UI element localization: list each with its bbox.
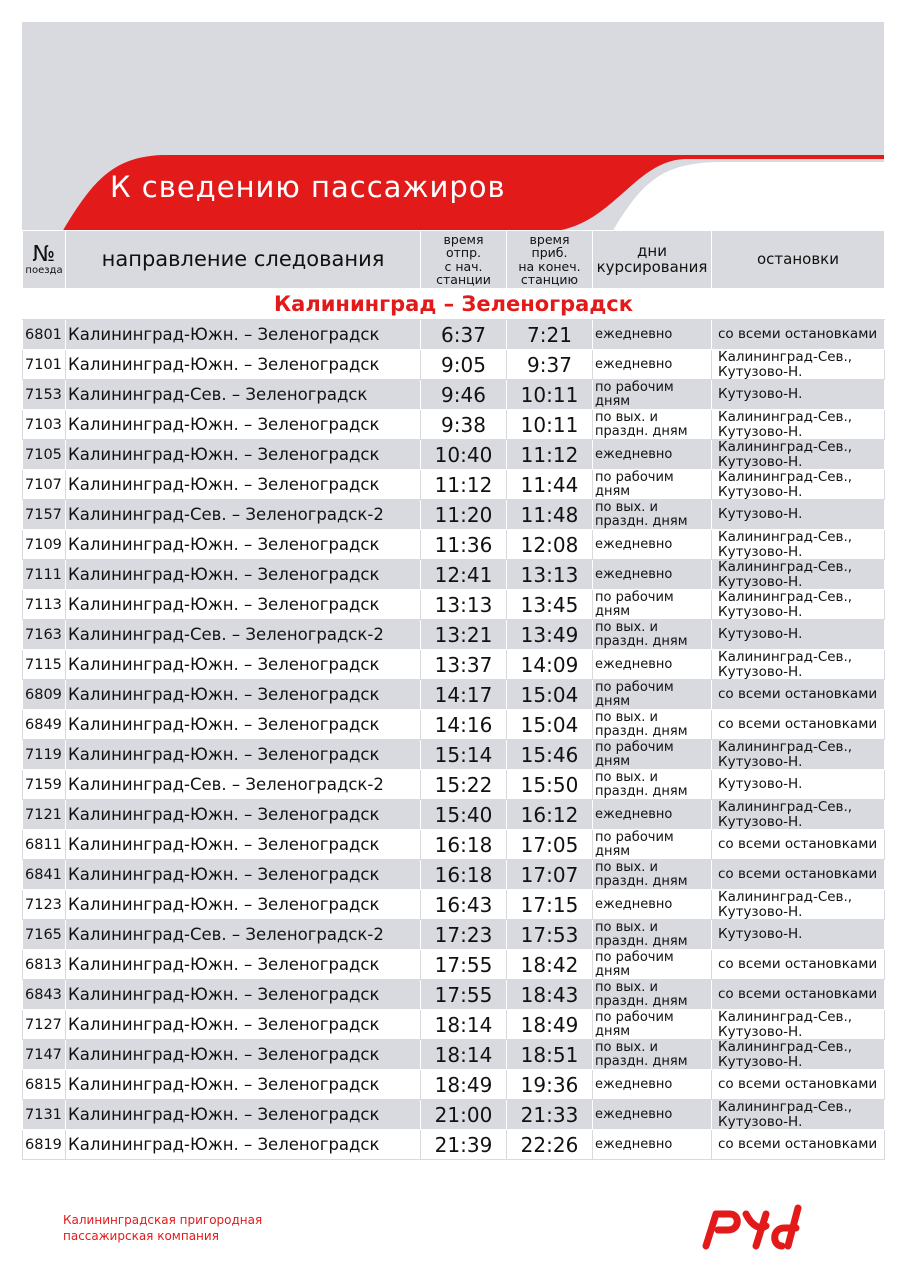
days: по рабочим дням [593, 380, 712, 410]
departure-time: 11:36 [421, 530, 507, 560]
table-row [23, 770, 885, 800]
departure-time: 13:37 [421, 650, 507, 680]
train-number: 6819 [23, 1130, 66, 1160]
departure-time: 13:13 [421, 590, 507, 620]
train-number: 7153 [23, 380, 66, 410]
stops: со всеми остановками [712, 980, 885, 1010]
table-row [23, 950, 885, 980]
stops: Калининград-Сев., Кутузово-Н. [712, 410, 885, 440]
route: Калининград-Южн. – Зеленоградск [66, 950, 421, 980]
stops: Кутузово-Н. [712, 380, 885, 410]
route: Калининград-Южн. – Зеленоградск [66, 1040, 421, 1070]
route: Калининград-Южн. – Зеленоградск [66, 470, 421, 500]
route: Калининград-Сев. – Зеленоградск [66, 380, 421, 410]
route: Калининград-Сев. – Зеленоградск-2 [66, 770, 421, 800]
stops: Кутузово-Н. [712, 620, 885, 650]
train-number: 7103 [23, 410, 66, 440]
route: Калининград-Южн. – Зеленоградск [66, 560, 421, 590]
days: по рабочим дням [593, 830, 712, 860]
train-number: 7157 [23, 500, 66, 530]
train-number: 7111 [23, 560, 66, 590]
table-row [23, 860, 885, 890]
train-number: 7121 [23, 800, 66, 830]
stops: Калининград-Сев., Кутузово-Н. [712, 1100, 885, 1130]
rzd-logo-icon [700, 1204, 810, 1250]
table-row [23, 980, 885, 1010]
arrival-time: 18:43 [507, 980, 593, 1010]
departure-time: 15:14 [421, 740, 507, 770]
train-number: 7147 [23, 1040, 66, 1070]
route: Калининград-Южн. – Зеленоградск [66, 1070, 421, 1100]
departure-time: 16:43 [421, 890, 507, 920]
arrival-time: 17:05 [507, 830, 593, 860]
arrival-time: 11:44 [507, 470, 593, 500]
route: Калининград-Сев. – Зеленоградск-2 [66, 500, 421, 530]
departure-time: 21:00 [421, 1100, 507, 1130]
stops: со всеми остановками [712, 950, 885, 980]
departure-time: 18:14 [421, 1010, 507, 1040]
arrival-time: 13:49 [507, 620, 593, 650]
table-row [23, 410, 885, 440]
departure-time: 18:49 [421, 1070, 507, 1100]
arrival-time: 17:07 [507, 860, 593, 890]
arrival-time: 17:15 [507, 890, 593, 920]
route: Калининград-Южн. – Зеленоградск [66, 320, 421, 350]
col-days-line: дни [637, 241, 667, 260]
arrival-time: 9:37 [507, 350, 593, 380]
route: Калининград-Южн. – Зеленоградск [66, 800, 421, 830]
table-header [23, 231, 885, 289]
stops: Калининград-Сев., Кутузово-Н. [712, 740, 885, 770]
departure-time: 14:16 [421, 710, 507, 740]
table-row [23, 1130, 885, 1160]
route: Калининград-Южн. – Зеленоградск [66, 830, 421, 860]
departure-time: 9:05 [421, 350, 507, 380]
train-number: 7159 [23, 770, 66, 800]
days: по рабочим дням [593, 1010, 712, 1040]
table-row [23, 350, 885, 380]
col-train-number-sub: поезда [25, 264, 63, 276]
route: Калининград-Южн. – Зеленоградск [66, 590, 421, 620]
departure-time: 16:18 [421, 830, 507, 860]
section-row [23, 289, 885, 320]
arrival-time: 17:53 [507, 920, 593, 950]
departure-time: 11:20 [421, 500, 507, 530]
route: Калининград-Южн. – Зеленоградск [66, 890, 421, 920]
train-number: 6801 [23, 320, 66, 350]
days: ежедневно [593, 1070, 712, 1100]
stops: со всеми остановками [712, 320, 885, 350]
departure-time: 6:37 [421, 320, 507, 350]
train-number: 6811 [23, 830, 66, 860]
train-number: 7113 [23, 590, 66, 620]
col-direction: направление следования [66, 231, 421, 289]
table-row [23, 740, 885, 770]
col-train-number [23, 231, 66, 289]
arrival-time: 7:21 [507, 320, 593, 350]
route: Калининград-Южн. – Зеленоградск [66, 530, 421, 560]
days: по вых. и праздн. дням [593, 620, 712, 650]
arrival-time: 11:48 [507, 500, 593, 530]
table-row [23, 890, 885, 920]
days: по рабочим дням [593, 470, 712, 500]
arrival-time: 14:09 [507, 650, 593, 680]
departure-time: 12:41 [421, 560, 507, 590]
train-number: 6849 [23, 710, 66, 740]
col-arrival-line: время [529, 232, 570, 248]
col-train-number-label: № [32, 241, 56, 267]
arrival-time: 19:36 [507, 1070, 593, 1100]
col-days [593, 231, 712, 289]
stops: со всеми остановками [712, 710, 885, 740]
days: по рабочим дням [593, 740, 712, 770]
stops: Кутузово-Н. [712, 770, 885, 800]
stops: Кутузово-Н. [712, 500, 885, 530]
departure-time: 15:22 [421, 770, 507, 800]
table-row [23, 1100, 885, 1130]
stops: Калининград-Сев., Кутузово-Н. [712, 1010, 885, 1040]
route: Калининград-Южн. – Зеленоградск [66, 680, 421, 710]
stops: Калининград-Сев., Кутузово-Н. [712, 440, 885, 470]
col-arrival [507, 231, 593, 289]
train-number: 7105 [23, 440, 66, 470]
days: ежедневно [593, 530, 712, 560]
table-row [23, 1040, 885, 1070]
days: ежедневно [593, 1100, 712, 1130]
table-row [23, 680, 885, 710]
table-row [23, 560, 885, 590]
arrival-time: 15:46 [507, 740, 593, 770]
train-number: 6815 [23, 1070, 66, 1100]
arrival-time: 18:42 [507, 950, 593, 980]
table-row [23, 380, 885, 410]
departure-time: 18:14 [421, 1040, 507, 1070]
days: по рабочим дням [593, 950, 712, 980]
table-row [23, 1070, 885, 1100]
route: Калининград-Южн. – Зеленоградск [66, 1130, 421, 1160]
departure-time: 11:12 [421, 470, 507, 500]
arrival-time: 15:04 [507, 710, 593, 740]
stops: со всеми остановками [712, 680, 885, 710]
route: Калининград-Южн. – Зеленоградск [66, 440, 421, 470]
table-row [23, 650, 885, 680]
header-banner [22, 22, 884, 232]
train-number: 6813 [23, 950, 66, 980]
stops: Кутузово-Н. [712, 920, 885, 950]
train-number: 6809 [23, 680, 66, 710]
page-title: К сведению пассажиров [110, 170, 506, 204]
train-number: 7101 [23, 350, 66, 380]
stops: Калининград-Сев., Кутузово-Н. [712, 890, 885, 920]
train-number: 7163 [23, 620, 66, 650]
table-row [23, 920, 885, 950]
days: по вых. и праздн. дням [593, 860, 712, 890]
col-departure-line: отпр. [445, 245, 481, 261]
arrival-time: 13:13 [507, 560, 593, 590]
departure-time: 16:18 [421, 860, 507, 890]
table-row [23, 620, 885, 650]
arrival-time: 15:50 [507, 770, 593, 800]
route: Калининград-Южн. – Зеленоградск [66, 410, 421, 440]
route: Калининград-Сев. – Зеленоградск-2 [66, 920, 421, 950]
train-number: 6841 [23, 860, 66, 890]
stops: со всеми остановками [712, 860, 885, 890]
arrival-time: 15:04 [507, 680, 593, 710]
arrival-time: 10:11 [507, 410, 593, 440]
route: Калининград-Южн. – Зеленоградск [66, 740, 421, 770]
stops: со всеми остановками [712, 1130, 885, 1160]
stops: Калининград-Сев., Кутузово-Н. [712, 650, 885, 680]
train-number: 7127 [23, 1010, 66, 1040]
table-row [23, 1010, 885, 1040]
col-arrival-line: станцию [520, 271, 579, 287]
train-number: 6843 [23, 980, 66, 1010]
company-name-line2: пассажирская компания [63, 1229, 219, 1244]
arrival-time: 18:49 [507, 1010, 593, 1040]
col-stops: остановки [712, 231, 885, 289]
col-arrival-line: приб. [531, 245, 568, 261]
table-row [23, 710, 885, 740]
days: по рабочим дням [593, 590, 712, 620]
route: Калининград-Южн. – Зеленоградск [66, 710, 421, 740]
route: Калининград-Сев. – Зеленоградск-2 [66, 620, 421, 650]
departure-time: 21:39 [421, 1130, 507, 1160]
arrival-time: 18:51 [507, 1040, 593, 1070]
arrival-time: 10:11 [507, 380, 593, 410]
departure-time: 14:17 [421, 680, 507, 710]
table-row [23, 590, 885, 620]
days: ежедневно [593, 350, 712, 380]
departure-time: 17:55 [421, 980, 507, 1010]
days: по вых. и праздн. дням [593, 500, 712, 530]
schedule-table [22, 230, 885, 1160]
stops: Калининград-Сев., Кутузово-Н. [712, 1040, 885, 1070]
days: по вых. и праздн. дням [593, 410, 712, 440]
table-row [23, 800, 885, 830]
train-number: 7131 [23, 1100, 66, 1130]
col-departure-line: станции [436, 271, 491, 287]
company-name [63, 1212, 262, 1244]
days: ежедневно [593, 890, 712, 920]
stops: Калининград-Сев., Кутузово-Н. [712, 800, 885, 830]
route: Калининград-Южн. – Зеленоградск [66, 1010, 421, 1040]
col-days-line: курсирования [596, 257, 708, 276]
table-row [23, 830, 885, 860]
section-title: Калининград – Зеленоградск [23, 289, 885, 320]
departure-time: 17:23 [421, 920, 507, 950]
stops: Калининград-Сев., Кутузово-Н. [712, 560, 885, 590]
arrival-time: 16:12 [507, 800, 593, 830]
days: ежедневно [593, 440, 712, 470]
table-row [23, 500, 885, 530]
arrival-time: 22:26 [507, 1130, 593, 1160]
stops: со всеми остановками [712, 830, 885, 860]
col-departure-line: время [443, 232, 484, 248]
departure-time: 9:46 [421, 380, 507, 410]
stops: со всеми остановками [712, 1070, 885, 1100]
days: ежедневно [593, 560, 712, 590]
stops: Калининград-Сев., Кутузово-Н. [712, 350, 885, 380]
table-row [23, 530, 885, 560]
table-row [23, 470, 885, 500]
col-departure-line: с нач. [444, 258, 483, 274]
days: по рабочим дням [593, 680, 712, 710]
days: по вых. и праздн. дням [593, 770, 712, 800]
arrival-time: 21:33 [507, 1100, 593, 1130]
days: по вых. и праздн. дням [593, 980, 712, 1010]
train-number: 7165 [23, 920, 66, 950]
stops: Калининград-Сев., Кутузово-Н. [712, 590, 885, 620]
route: Калининград-Южн. – Зеленоградск [66, 980, 421, 1010]
col-departure [421, 231, 507, 289]
stops: Калининград-Сев., Кутузово-Н. [712, 470, 885, 500]
departure-time: 15:40 [421, 800, 507, 830]
arrival-time: 11:12 [507, 440, 593, 470]
arrival-time: 12:08 [507, 530, 593, 560]
days: по вых. и праздн. дням [593, 920, 712, 950]
route: Калининград-Южн. – Зеленоградск [66, 1100, 421, 1130]
departure-time: 13:21 [421, 620, 507, 650]
route: Калининград-Южн. – Зеленоградск [66, 860, 421, 890]
train-number: 7123 [23, 890, 66, 920]
days: ежедневно [593, 1130, 712, 1160]
departure-time: 9:38 [421, 410, 507, 440]
days: ежедневно [593, 320, 712, 350]
days: ежедневно [593, 650, 712, 680]
col-arrival-line: на конеч. [518, 258, 581, 274]
route: Калининград-Южн. – Зеленоградск [66, 650, 421, 680]
company-name-line1: Калининградская пригородная [63, 1213, 263, 1227]
departure-time: 17:55 [421, 950, 507, 980]
days: по вых. и праздн. дням [593, 1040, 712, 1070]
train-number: 7107 [23, 470, 66, 500]
departure-time: 10:40 [421, 440, 507, 470]
days: ежедневно [593, 800, 712, 830]
days: по вых. и праздн. дням [593, 710, 712, 740]
train-number: 7119 [23, 740, 66, 770]
table-row [23, 440, 885, 470]
train-number: 7115 [23, 650, 66, 680]
route: Калининград-Южн. – Зеленоградск [66, 350, 421, 380]
arrival-time: 13:45 [507, 590, 593, 620]
table-row [23, 320, 885, 350]
train-number: 7109 [23, 530, 66, 560]
stops: Калининград-Сев., Кутузово-Н. [712, 530, 885, 560]
